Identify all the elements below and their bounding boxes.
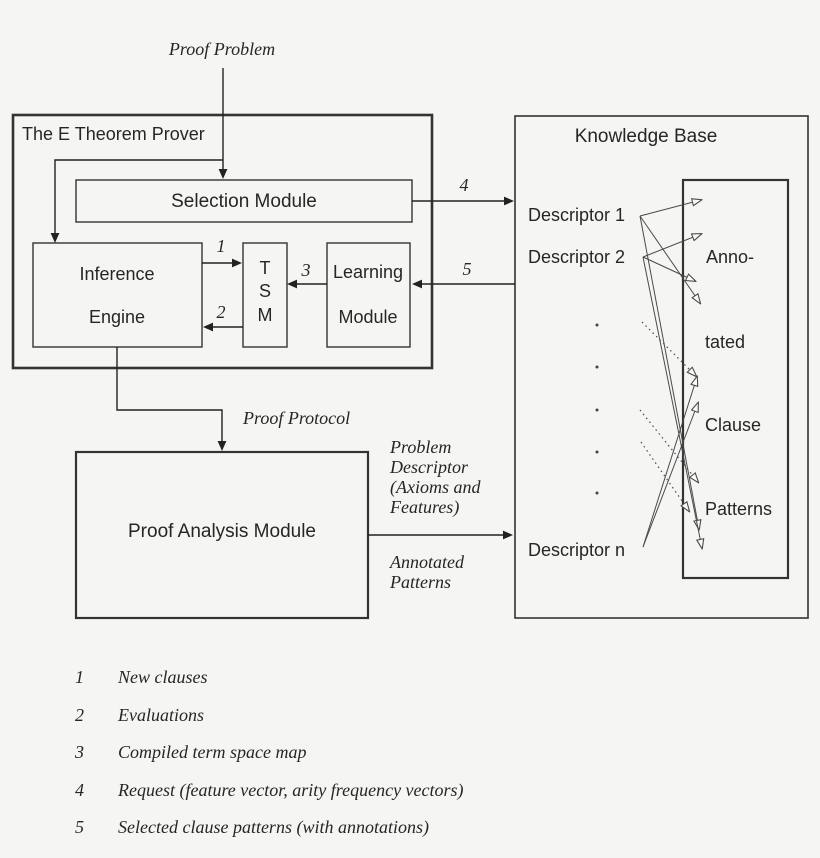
arrow-number-2: 2 [216, 302, 226, 322]
descriptor-ellipsis-dots [596, 324, 599, 495]
knowledge-base-title: Knowledge Base [574, 126, 718, 147]
legend-num-2: 2 [75, 705, 84, 725]
tsm-label-t: T [259, 258, 271, 278]
inference-engine-label-line2: Engine [88, 307, 146, 327]
legend-text-4: Request (feature vector, arity frequency vectors) [118, 780, 464, 800]
legend-num-1: 1 [75, 667, 84, 687]
selection-module-box [76, 180, 412, 222]
problem-descriptor-line2: Descriptor [390, 457, 468, 477]
learning-module-label-line1: Learning [332, 262, 404, 282]
arrow-number-3: 3 [301, 260, 311, 280]
problem-descriptor-line4: Features) [390, 497, 460, 517]
proof-analysis-module-label: Proof Analysis Module [128, 521, 316, 542]
annotated-patterns-line3: Clause [705, 415, 762, 435]
arrow-number-1: 1 [216, 236, 226, 256]
problem-descriptor-label [389, 437, 481, 518]
legend-text-2: Evaluations [118, 705, 204, 725]
proof-problem-label: Proof Problem [168, 39, 276, 59]
arrow-number-5: 5 [462, 259, 472, 279]
legend-num-4: 4 [75, 780, 84, 800]
legend [74, 667, 464, 838]
descriptor-fan-arrows [640, 200, 702, 548]
descriptor-2-label: Descriptor 2 [528, 247, 626, 267]
proof-analysis-module-box [76, 452, 368, 618]
tsm-label-s: S [258, 281, 272, 301]
annotated-patterns-line4: Patterns [705, 499, 773, 519]
annotated-patterns-line2: tated [705, 332, 746, 352]
legend-num-5: 5 [75, 817, 84, 837]
tsm-box [243, 243, 287, 347]
problem-descriptor-line1: Problem [390, 437, 452, 457]
legend-num-3: 3 [75, 742, 84, 762]
annotated-patterns-label [389, 552, 465, 592]
arrow-number-4: 4 [459, 175, 469, 195]
annotated-patterns-label-line1: Annotated [390, 552, 464, 572]
legend-text-5: Selected clause patterns (with annotations) [118, 817, 429, 837]
inference-engine-label-line1: Inference [79, 264, 155, 284]
tsm-label-m: M [257, 305, 273, 325]
proof-protocol-label: Proof Protocol [243, 408, 351, 428]
learning-module-label-line2: Module [338, 307, 398, 327]
legend-text-3: Compiled term space map [118, 742, 307, 762]
learning-module-box [327, 243, 410, 347]
annotated-patterns-label-line2: Patterns [390, 572, 451, 592]
annotated-patterns-box [683, 180, 788, 578]
selection-module-label: Selection Module [171, 191, 317, 212]
descriptor-n-label: Descriptor n [528, 540, 626, 560]
inference-engine-box [33, 243, 202, 347]
annotated-patterns-line1: Anno- [706, 247, 755, 267]
e-theorem-prover-title: The E Theorem Prover [22, 124, 205, 144]
problem-descriptor-line3: (Axioms and [390, 477, 481, 497]
legend-text-1: New clauses [118, 667, 208, 687]
descriptor-1-label: Descriptor 1 [528, 205, 626, 225]
